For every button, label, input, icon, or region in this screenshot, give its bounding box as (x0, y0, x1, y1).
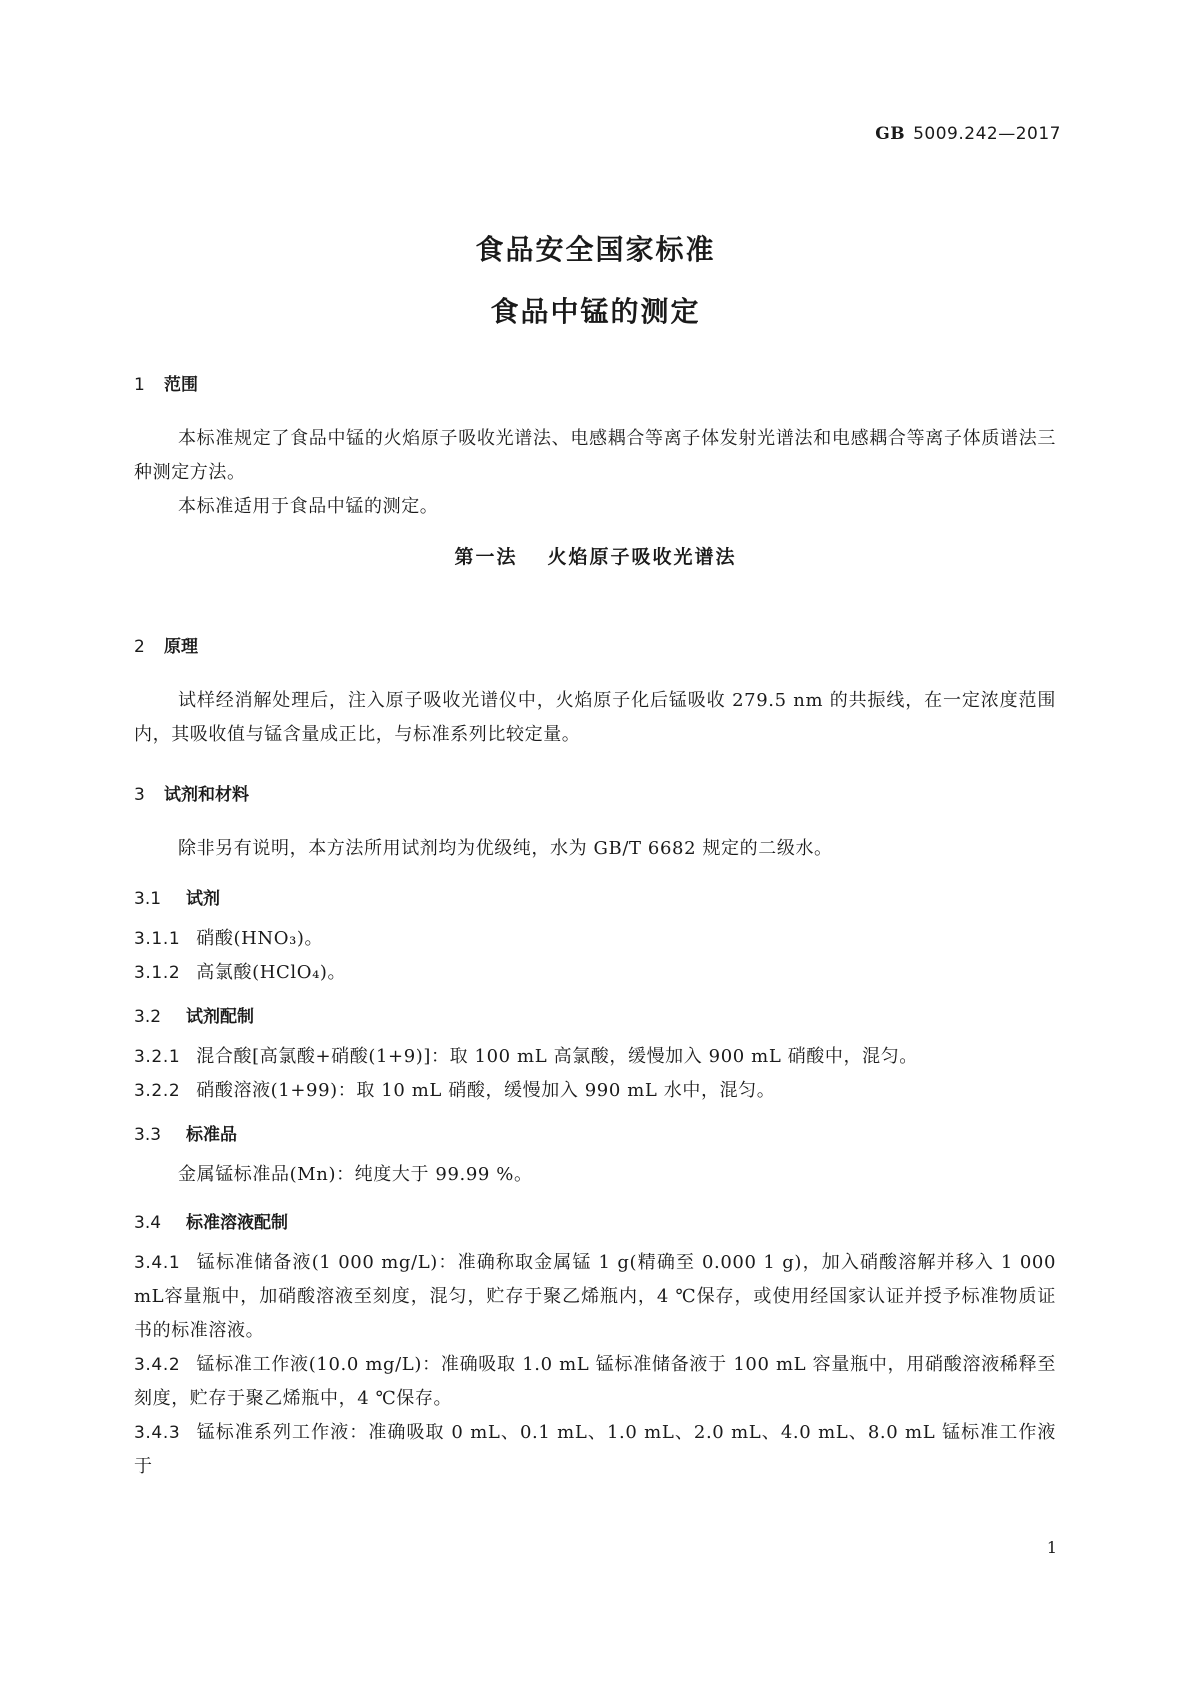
standard-code: 5009.242—2017 (913, 124, 1061, 144)
standard-prefix: GB (875, 124, 906, 144)
item-3-4-3: 3.4.3 锰标准系列工作液：准确吸取 0 mL、0.1 mL、1.0 mL、2.0 mL、4.0 mL、8.0 mL 锰标准工作液于 (134, 1422, 1056, 1477)
item-3-1-2: 3.1.2 高氯酸(HClO₄)。 (134, 962, 347, 983)
section-3-2-heading: 3.2 试剂配制 (134, 1007, 254, 1027)
section-1-heading: 1 范围 (134, 375, 198, 395)
section-3-3-paragraph: 金属锰标准品(Mn)：纯度大于 99.99 %。 (178, 1164, 533, 1185)
section-1-paragraph-2: 本标准适用于食品中锰的测定。 (178, 496, 439, 517)
section-3-paragraph: 除非另有说明，本方法所用试剂均为优级纯，水为 GB/T 6682 规定的二级水。 (178, 838, 833, 859)
section-2-paragraph: 试样经消解处理后，注入原子吸收光谱仪中，火焰原子化后锰吸收 279.5 nm 的共振线，在一定浓度范围内，其吸收值与锰含量成正比，与标准系列比较定量。 (134, 690, 1056, 745)
method-1-heading: 第一法 火焰原子吸收光谱法 (454, 546, 737, 568)
section-3-4-heading: 3.4 标准溶液配制 (134, 1213, 288, 1233)
item-3-1-1: 3.1.1 硝酸(HNO₃)。 (134, 928, 324, 949)
section-1-paragraph-1: 本标准规定了食品中锰的火焰原子吸收光谱法、电感耦合等离子体发射光谱法和电感耦合等离子体质谱法三种测定方法。 (134, 428, 1056, 483)
document-title: 食品安全国家标准 (475, 233, 716, 266)
section-3-1-heading: 3.1 试剂 (134, 889, 220, 909)
item-3-4-1: 3.4.1 锰标准储备液(1 000 mg/L)：准确称取金属锰 1 g(精确至 0.000 1 g)，加入硝酸溶解并移入 1 000 mL容量瓶中，加硝酸溶液至刻度，混匀，贮存于聚乙烯瓶内，4 ℃保存，或使用经国家认证并授予标准物质证书的标准溶液。 (134, 1252, 1056, 1341)
page-number: 1 (1046, 1538, 1057, 1557)
section-3-heading: 3 试剂和材料 (134, 785, 249, 805)
item-3-4-2: 3.4.2 锰标准工作液(10.0 mg/L)：准确吸取 1.0 mL 锰标准储备液于 100 mL 容量瓶中，用硝酸溶液稀释至刻度，贮存于聚乙烯瓶中，4 ℃保存。 (134, 1354, 1056, 1409)
standard-number (875, 124, 1061, 144)
section-3-3-heading: 3.3 标准品 (134, 1125, 237, 1145)
document-subtitle: 食品中锰的测定 (490, 295, 701, 328)
item-3-2-2: 3.2.2 硝酸溶液(1+99)：取 10 mL 硝酸，缓慢加入 990 mL 水中，混匀。 (134, 1080, 776, 1101)
section-2-heading: 2 原理 (134, 637, 198, 657)
item-3-2-1: 3.2.1 混合酸[高氯酸+硝酸(1+9)]：取 100 mL 高氯酸，缓慢加入 900 mL 硝酸中，混匀。 (134, 1046, 918, 1067)
